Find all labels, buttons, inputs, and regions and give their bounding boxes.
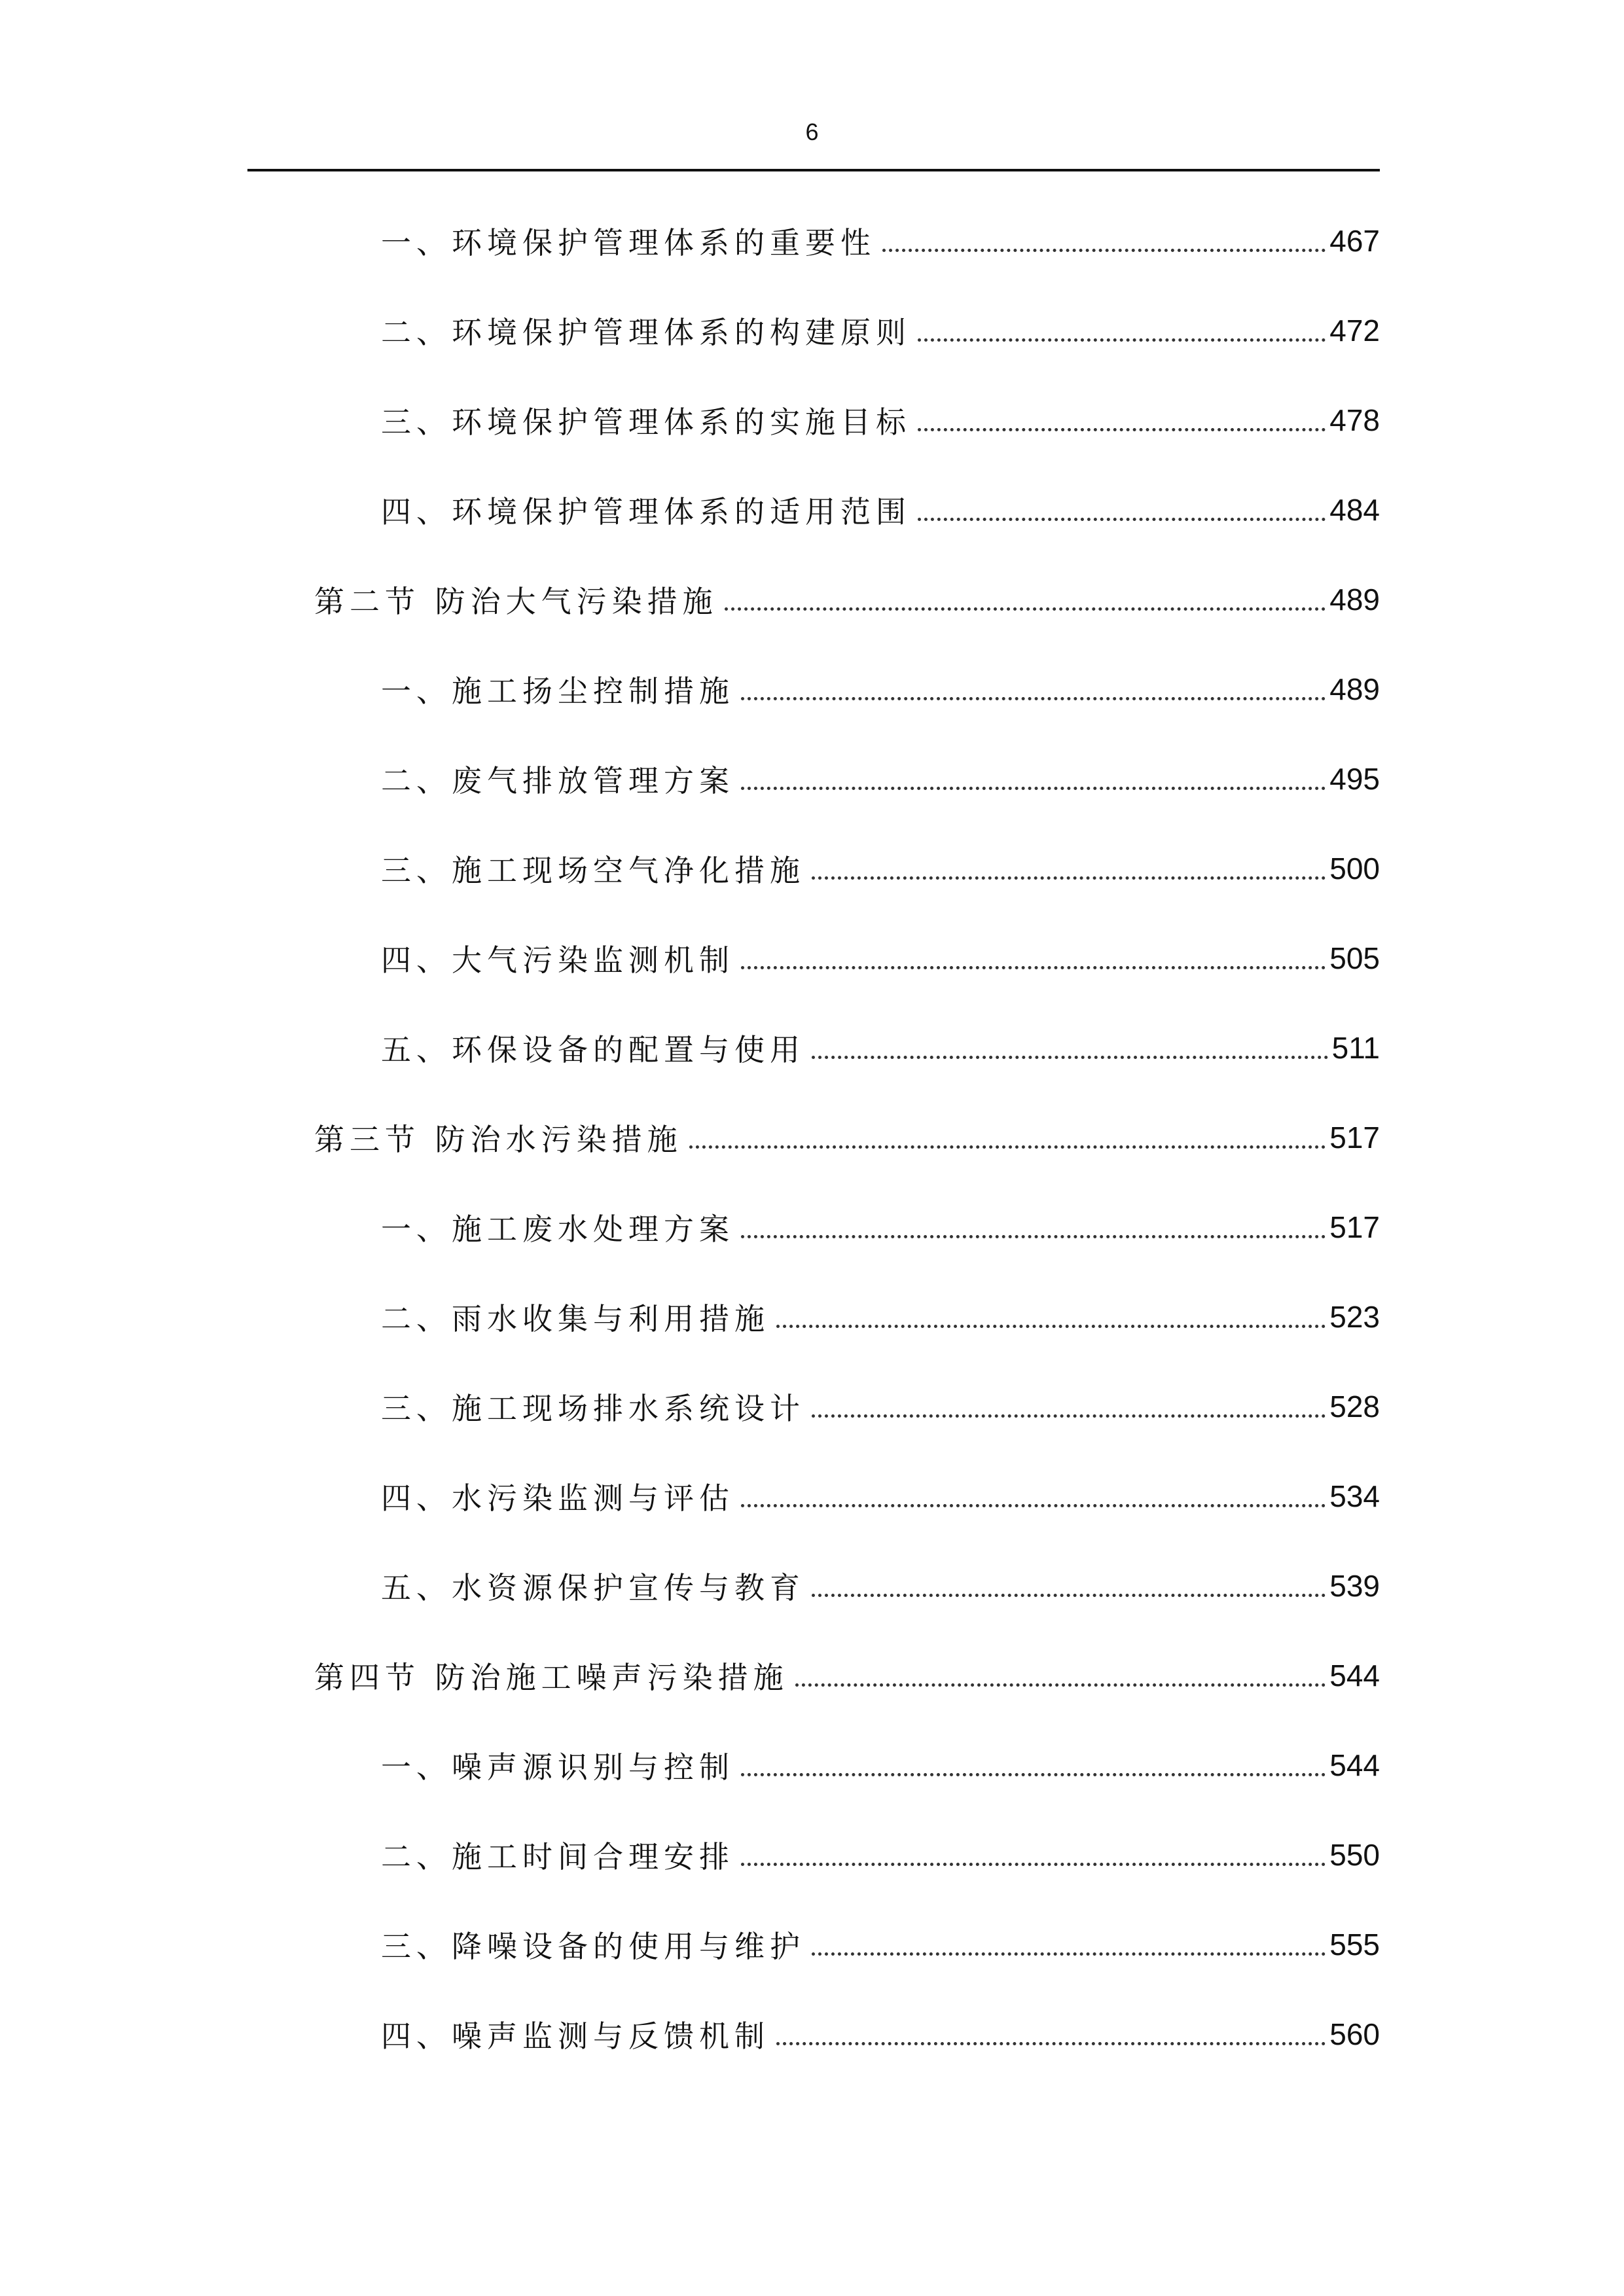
toc-dot-leader	[812, 876, 1326, 880]
toc-entry-title: 二、环境保护管理体系的构建原则	[381, 315, 911, 350]
toc-entry-page: 560	[1329, 2017, 1380, 2051]
toc-entry[interactable]	[381, 1470, 1380, 1522]
toc-entry-title: 三、降噪设备的使用与维护	[381, 1929, 805, 1964]
toc-dot-leader	[776, 2042, 1326, 2045]
toc-entry-title: 一、噪声源识别与控制	[381, 1749, 734, 1785]
toc-dot-leader	[795, 1683, 1326, 1687]
toc-dot-leader	[812, 1952, 1326, 1956]
toc-entry[interactable]	[314, 1111, 1380, 1164]
toc-entry-page: 467	[1329, 224, 1380, 258]
toc-entry-title: 三、施工现场排水系统设计	[381, 1391, 805, 1426]
toc-entry[interactable]	[381, 1739, 1380, 1791]
toc-entry-page: 528	[1329, 1390, 1380, 1424]
toc-entry[interactable]	[381, 484, 1380, 536]
toc-entry[interactable]	[381, 753, 1380, 805]
toc-entry-page: 505	[1329, 941, 1380, 975]
toc-entry[interactable]	[381, 304, 1380, 357]
toc-entry-title: 二、废气排放管理方案	[381, 763, 734, 798]
toc-entry-page: 517	[1329, 1121, 1380, 1155]
toc-entry-title: 第三节 防治水污染措施	[314, 1122, 683, 1157]
toc-entry[interactable]	[381, 663, 1380, 715]
toc-entry[interactable]	[381, 1560, 1380, 1612]
toc-entry-title: 一、环境保护管理体系的重要性	[381, 225, 876, 260]
toc-dot-leader	[812, 1594, 1326, 1597]
toc-entry-page: 500	[1329, 852, 1380, 886]
toc-dot-leader	[776, 1325, 1326, 1328]
toc-entry-page: 472	[1329, 314, 1380, 348]
toc-entry-title: 第二节 防治大气污染措施	[314, 584, 718, 619]
toc-entry-title: 三、施工现场空气净化措施	[381, 853, 805, 888]
toc-entry-page: 544	[1329, 1659, 1380, 1693]
toc-dot-leader	[741, 966, 1326, 969]
toc-entry[interactable]	[314, 1649, 1380, 1702]
toc-dot-leader	[918, 428, 1326, 431]
toc-entry-page: 478	[1329, 403, 1380, 437]
toc-dot-leader	[689, 1145, 1326, 1149]
toc-dot-leader	[725, 607, 1326, 611]
toc-entry-page: 484	[1329, 493, 1380, 527]
toc-dot-leader	[812, 1414, 1326, 1418]
toc-entry-page: 517	[1329, 1210, 1380, 1244]
page-number: 6	[805, 118, 819, 145]
toc-entry-page: 523	[1329, 1300, 1380, 1334]
toc-entry-title: 五、环保设备的配置与使用	[381, 1032, 805, 1067]
toc-dot-leader	[741, 1504, 1326, 1507]
toc-entry-title: 五、水资源保护宣传与教育	[381, 1570, 805, 1605]
toc-entry[interactable]	[381, 1201, 1380, 1253]
toc-entry-page: 511	[1331, 1031, 1380, 1065]
toc-entry-page: 550	[1329, 1838, 1380, 1872]
toc-dot-leader	[741, 697, 1326, 700]
toc-entry[interactable]	[381, 2008, 1380, 2060]
toc-entry-title: 第四节 防治施工噪声污染措施	[314, 1660, 789, 1695]
toc-entry[interactable]	[381, 1918, 1380, 1971]
toc-entry-title: 二、雨水收集与利用措施	[381, 1301, 770, 1336]
toc-entry-title: 二、施工时间合理安排	[381, 1839, 734, 1874]
toc-dot-leader	[741, 787, 1326, 790]
toc-entry[interactable]	[381, 394, 1380, 446]
toc-entry[interactable]	[381, 1291, 1380, 1343]
toc-dot-leader	[918, 338, 1326, 342]
toc-entry-page: 495	[1329, 762, 1380, 796]
toc-entry-page: 544	[1329, 1748, 1380, 1782]
toc-entry[interactable]	[381, 1829, 1380, 1881]
toc-entry[interactable]	[314, 573, 1380, 626]
toc-dot-leader	[812, 1056, 1328, 1059]
toc-entry-page: 489	[1329, 583, 1380, 617]
toc-entry-title: 一、施工废水处理方案	[381, 1211, 734, 1247]
toc-entry-page: 489	[1329, 672, 1380, 706]
toc-entry[interactable]	[381, 842, 1380, 895]
toc-entry-page: 555	[1329, 1928, 1380, 1962]
toc-entry[interactable]	[381, 1022, 1380, 1074]
toc-dot-leader	[741, 1863, 1326, 1866]
toc-entry[interactable]	[381, 932, 1380, 984]
toc-dot-leader	[741, 1773, 1326, 1776]
toc-entry-title: 一、施工扬尘控制措施	[381, 673, 734, 709]
toc-entry-title: 四、环境保护管理体系的适用范围	[381, 494, 911, 529]
toc-dot-leader	[882, 249, 1326, 252]
toc-entry-page: 534	[1329, 1479, 1380, 1513]
toc-entry-title: 四、水污染监测与评估	[381, 1480, 734, 1516]
toc-entry-title: 四、大气污染监测机制	[381, 942, 734, 978]
toc-dot-leader	[741, 1235, 1326, 1238]
toc-entry[interactable]	[381, 1380, 1380, 1433]
toc-entry-title: 三、环境保护管理体系的实施目标	[381, 404, 911, 440]
toc-entry-page: 539	[1329, 1569, 1380, 1603]
toc-dot-leader	[918, 518, 1326, 521]
toc-entry[interactable]	[381, 215, 1380, 267]
toc-entry-title: 四、噪声监测与反馈机制	[381, 2018, 770, 2054]
